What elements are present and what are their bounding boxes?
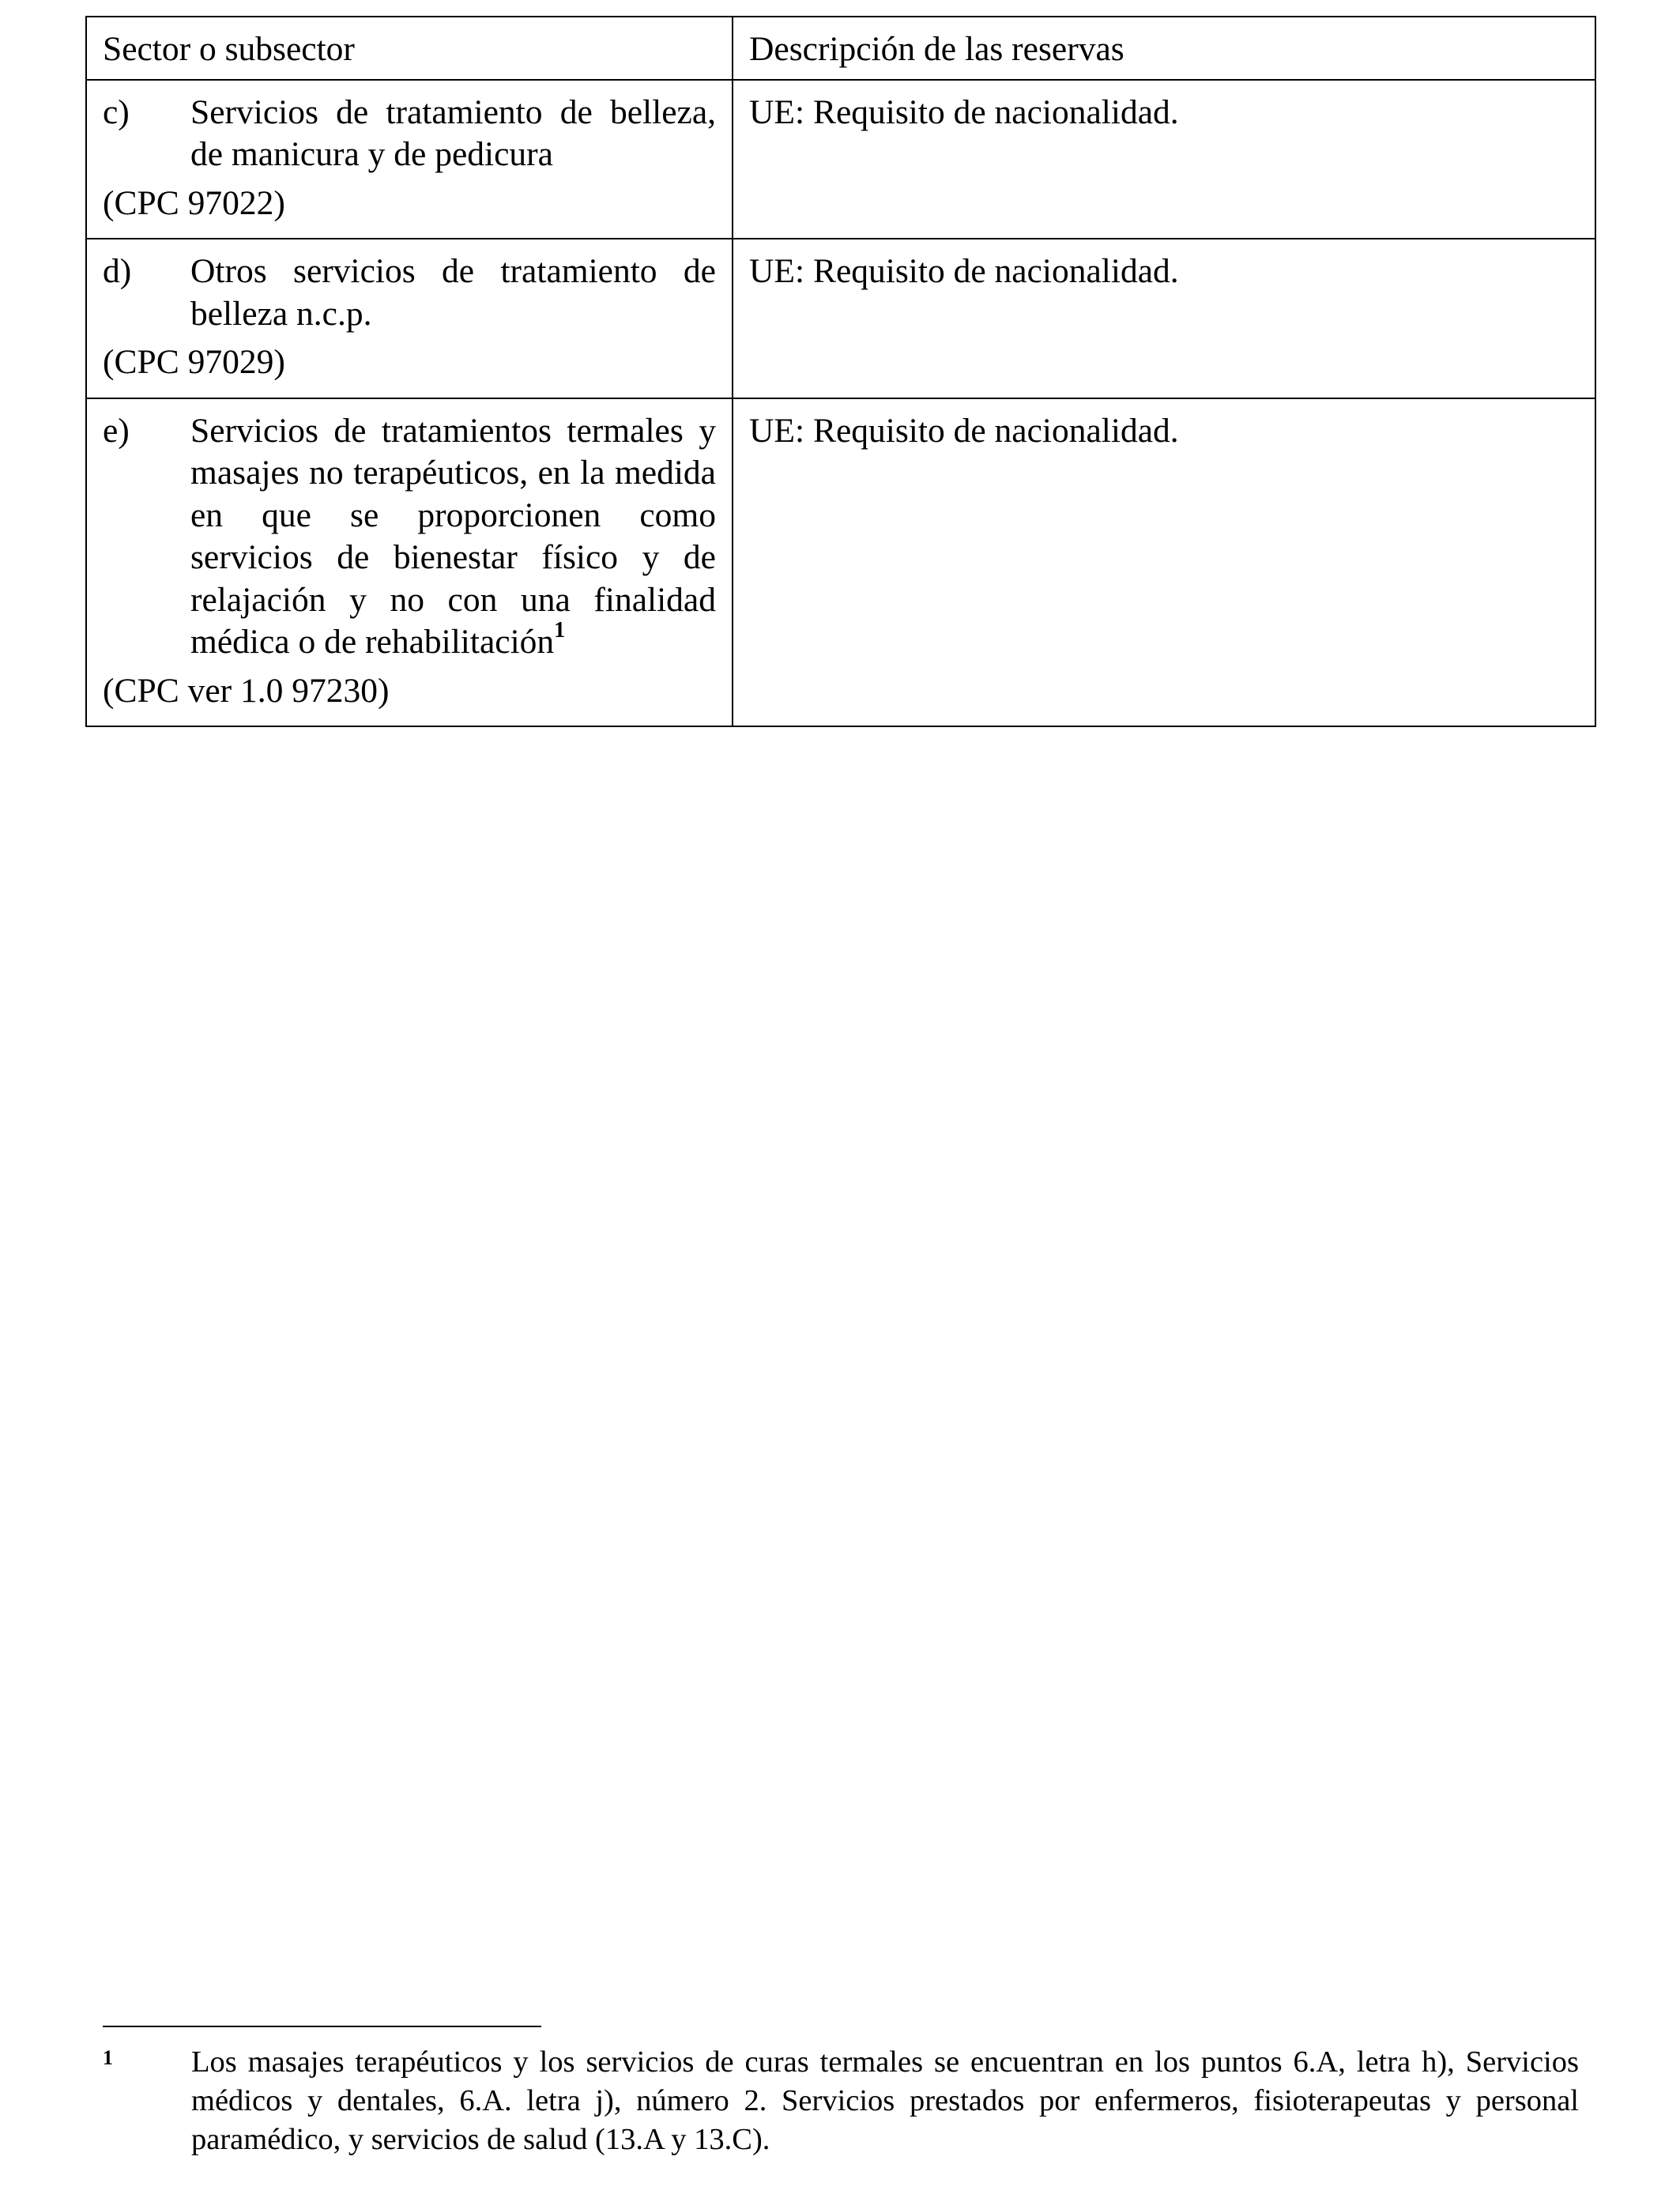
- sector-cell: [86, 398, 733, 727]
- footnote: [103, 2043, 1579, 2159]
- sector-item: [103, 251, 716, 335]
- item-text: Servicios de tratamiento de belleza, de manicura y de pedicura: [190, 92, 716, 173]
- sector-item: [103, 92, 716, 176]
- sector-cell: [86, 239, 733, 398]
- item-letter: d): [103, 252, 132, 290]
- table-row: [86, 398, 1595, 727]
- footnote-text: Los masajes terapéuticos y los servicios de curas termales se encuentran en los puntos 6.A, letra h), Servicios médicos y dentales, 6.A. letra j), número 2. Servicios prestados por enfermeros, fisioterapeutas y personal paramédico, y servicios de salud (13.A y 13.C).: [191, 2045, 1579, 2156]
- sector-item: [103, 410, 716, 664]
- item-letter: e): [103, 411, 130, 450]
- table-row: [86, 239, 1595, 398]
- item-letter: c): [103, 92, 130, 131]
- footnote-separator: [103, 2026, 541, 2027]
- sector-cell: [86, 80, 733, 239]
- item-text: Servicios de tratamientos termales y masajes no terapéuticos, en la medida en que se proporcionen como servicios de bienestar físico y de relajación y no con una finalidad médica o de rehabilitación: [190, 411, 716, 661]
- description-cell: UE: Requisito de nacionalidad.: [733, 239, 1595, 398]
- description-cell: UE: Requisito de nacionalidad.: [733, 398, 1595, 727]
- table-header-row: [86, 17, 1595, 80]
- cpc-code: (CPC 97029): [103, 343, 285, 381]
- footnote-reference[interactable]: 1: [554, 618, 566, 643]
- footnote-number: 1: [103, 2046, 113, 2069]
- header-sector: Sector o subsector: [86, 17, 733, 80]
- reservations-table: [85, 16, 1596, 727]
- item-text: Otros servicios de tratamiento de belleza n.c.p.: [190, 252, 716, 333]
- description-cell: UE: Requisito de nacionalidad.: [733, 80, 1595, 239]
- header-description: Descripción de las reservas: [733, 17, 1595, 80]
- table-row: [86, 80, 1595, 239]
- cpc-code: (CPC ver 1.0 97230): [103, 671, 390, 710]
- cpc-code: (CPC 97022): [103, 183, 285, 222]
